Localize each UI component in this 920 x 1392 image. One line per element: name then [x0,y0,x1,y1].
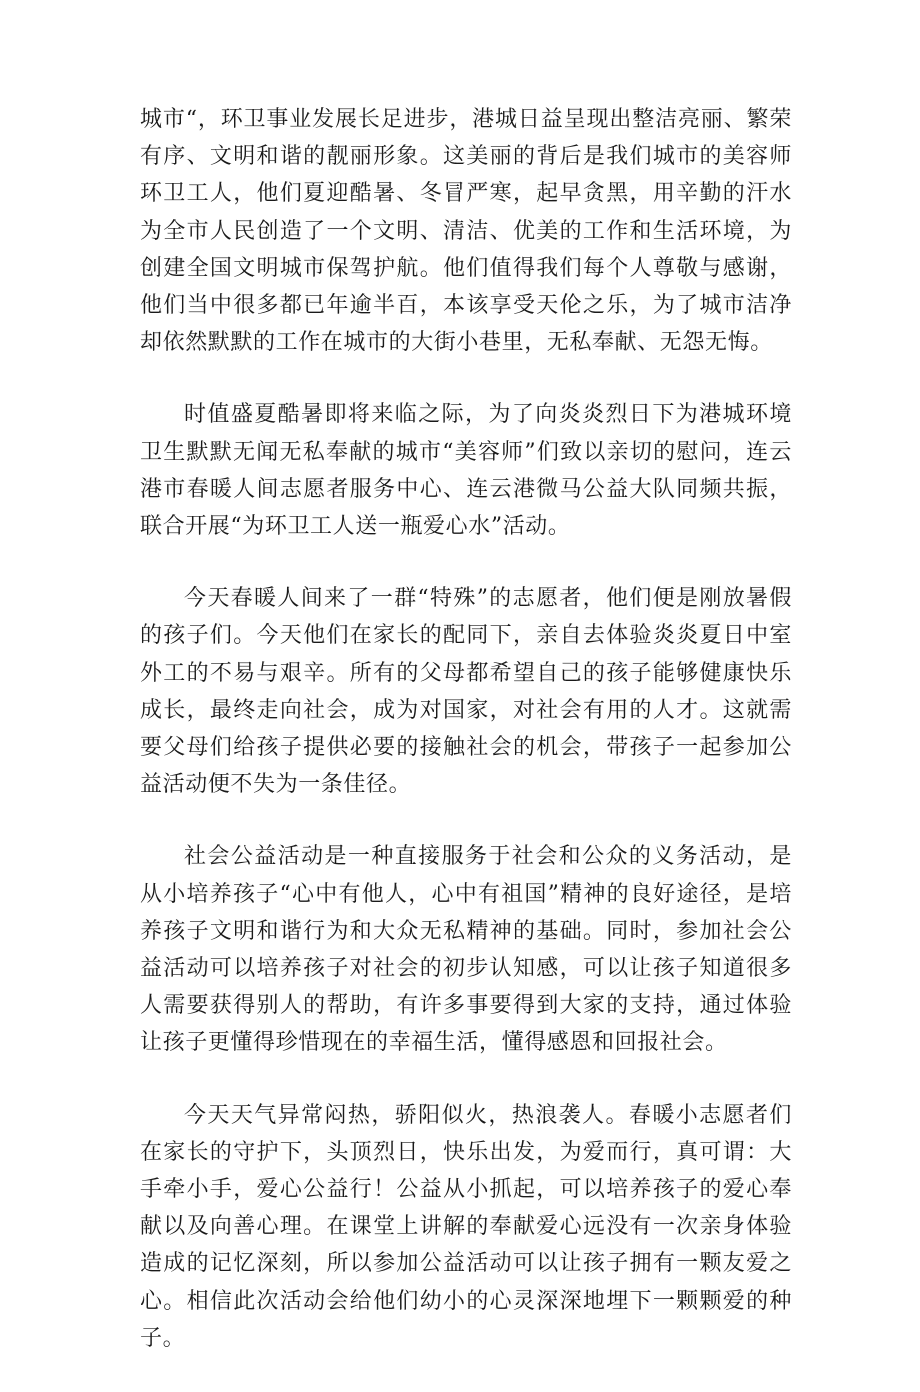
paragraph-3: 今天春暖人间来了一群“特殊”的志愿者，他们便是刚放暑假的孩子们。今天他们在家长的配同下，亲自去体验炎炎夏日中室外工的不易与艰辛。所有的父母都希望自己的孩子能够健康快乐成长，最终走向社会，成为对国家，对社会有用的人才。这就需要父母们给孩子提供必要的接触社会的机会，带孩子一起参加公益活动便不失为一条佳径。 [140,586,792,798]
paragraph-2: 时值盛夏酷暑即将来临之际，为了向炎炎烈日下为港城环境卫生默默无闻无私奉献的城市“美容师”们致以亲切的慰问，连云港市春暖人间志愿者服务中心、连云港微马公益大队同频共振，联合开展“为环卫工人送一瓶爱心水”活动。 [140,402,792,540]
paragraph-4: 社会公益活动是一种直接服务于社会和公众的义务活动，是从小培养孩子“心中有他人，心中有祖国”精神的良好途径，是培养孩子文明和谐行为和大众无私精神的基础。同时，参加社会公益活动可以培养孩子对社会的初步认知感，可以让孩子知道很多人需要获得别人的帮助，有许多事要得到大家的支持，通过体验让孩子更懂得珍惜现在的幸福生活，懂得感恩和回报社会。 [140,844,792,1056]
document-body [140,101,792,1392]
paragraph-5: 今天天气异常闷热，骄阳似火，热浪袭人。春暖小志愿者们在家长的守护下，头顶烈日，快乐出发，为爱而行，真可谓：大手牵小手，爱心公益行！公益从小抓起，可以培养孩子的爱心奉献以及向善心理。在课堂上讲解的奉献爱心远没有一次亲身体验造成的记忆深刻，所以参加公益活动可以让孩子拥有一颗友爱之心。相信此次活动会给他们幼小的心灵深深地埋下一颗颗爱的种子。 [140,1102,792,1351]
paragraph-1: 城市“，环卫事业发展长足进步，港城日益呈现出整洁亮丽、繁荣有序、文明和谐的靓丽形象。这美丽的背后是我们城市的美容师环卫工人，他们夏迎酷暑、冬冒严寒，起早贪黑，用辛勤的汗水为全市人民创造了一个文明、清洁、优美的工作和生活环境，为创建全国文明城市保驾护航。他们值得我们每个人尊敬与感谢，他们当中很多都已年逾半百，本该享受天伦之乐，为了城市洁净却依然默默的工作在城市的大街小巷里，无私奉献、无怨无悔。 [140,107,792,356]
